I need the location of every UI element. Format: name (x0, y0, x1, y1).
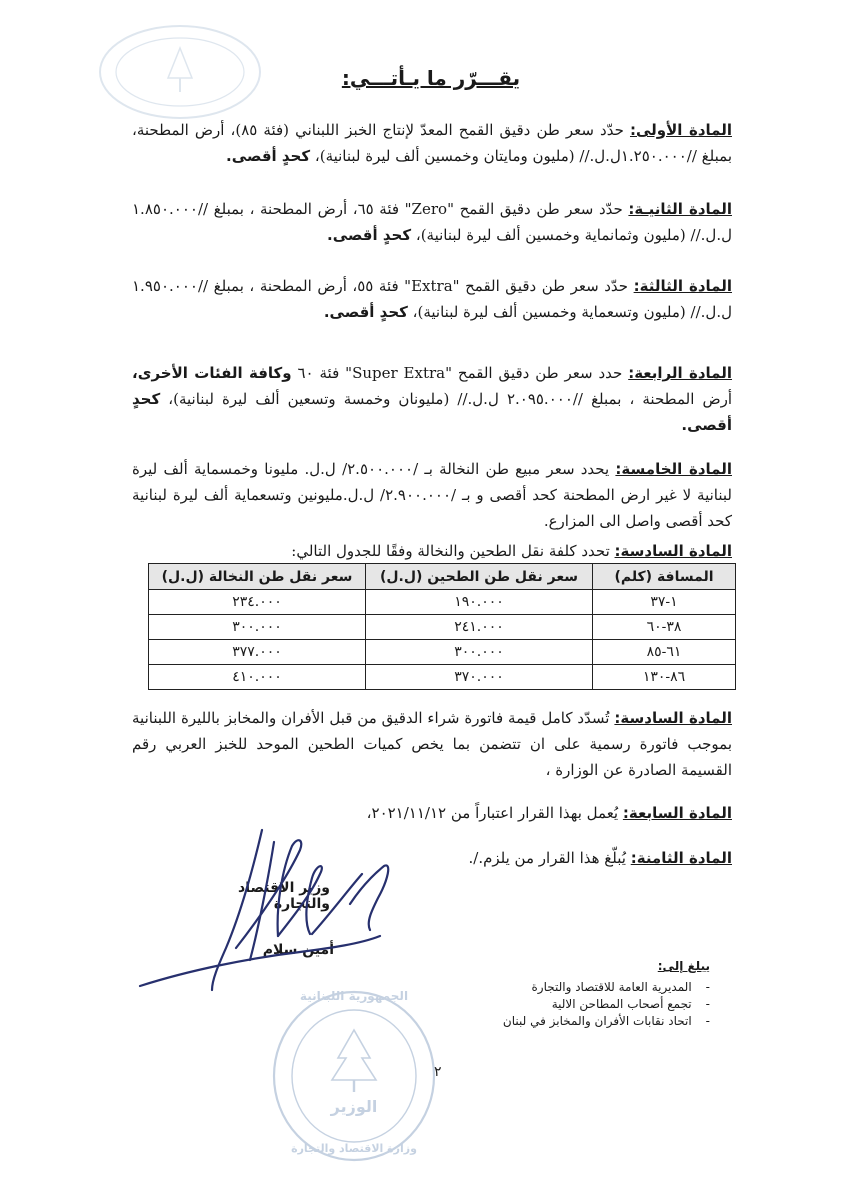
stamp-center-text: الوزير (330, 1097, 378, 1116)
bullet: - (705, 1014, 710, 1028)
article-label: المادة السادسة: (614, 542, 732, 560)
bullet: - (705, 980, 710, 994)
column-header: سعر نقل طن الطحين (ل.ل) (366, 564, 593, 590)
decision-heading: يقـــرّر ما يـأتـــي: (341, 66, 521, 90)
top-stamp (100, 26, 260, 118)
stamp-bottom-text: وزارة الاقتصاد والتجارة (291, 1142, 417, 1155)
article-text: حدد سعر طن دقيق القمح "Super Extra" فئة ٦٠ (297, 364, 623, 382)
article-text: حدّد سعر طن دقيق القمح "Zero" فئة ٦٥، أرض المطحنة ، بمبلغ //١.٨٥٠.٠٠٠ ل.ل.// (مليون وثمانماية وخمسين ألف ليرة لبنانية)، (132, 200, 732, 244)
article-text: حدّد سعر طن دقيق القمح "Extra" فئة ٥٥، أرض المطحنة ، بمبلغ //١.٩٥٠.٠٠٠ ل.ل.// (مليون وتسعماية وخمسين ألف ليرة لبنانية)، (132, 277, 732, 321)
handwritten-signature (140, 830, 388, 990)
table-cell: ٣٠٠.٠٠٠ (366, 640, 593, 665)
ministry-stamp (274, 989, 434, 1160)
article-emphasis: كحدٍ أقصى. (323, 303, 408, 321)
article-label: المادة الثامنة: (630, 849, 732, 867)
article-text: أرض المطحنة ، بمبلغ //٢.٠٩٥.٠٠٠ ل.ل.// (مليونان وخمسة وتسعين ألف ليرة لبنانية)، (168, 390, 732, 408)
article-label: المادة الثالثة: (633, 277, 732, 295)
page-number: ٢ (434, 1064, 442, 1080)
article-text: تحدد كلفة نقل الطحين والنخالة وفقًا للجدول التالي: (291, 542, 610, 560)
list-item-text: المديرية العامة للاقتصاد والتجارة (531, 980, 692, 994)
article-text: يحدد سعر مبيع طن النخالة بـ /٢.٥٠٠.٠٠٠/ ل.ل. مليونا وخمسماية ألف ليرة لبنانية لا غير ارض المطحنة كحد أقصى و بـ /٢.٩٠٠.٠٠٠/ ل.ل.مليونين وتسعماية ألف ليرة لبنانية كحد أقصى واصل الى المزارع. (132, 460, 732, 530)
column-header: المسافة (كلم) (593, 564, 736, 590)
table-cell: ٨٦-١٣٠ (593, 665, 736, 690)
column-header: سعر نقل طن النخالة (ل.ل) (149, 564, 366, 590)
article-label: المادة الثانيـة: (628, 200, 732, 218)
table-cell: ٦١-٨٥ (593, 640, 736, 665)
article-emphasis: وكافة الفئات الأخرى، (132, 364, 292, 382)
stamp-top-text: الجمهورية اللبنانية (299, 989, 409, 1003)
signatory-title: وزير الاقتصاد والتجارة (238, 880, 330, 912)
table-cell: ٣٠٠.٠٠٠ (149, 615, 366, 640)
table-cell: ٣٧٠.٠٠٠ (366, 665, 593, 690)
list-item-text: اتحاد نقابات الأفران والمخابز في لبنان (502, 1014, 692, 1028)
table-cell: ٣٨-٦٠ (593, 615, 736, 640)
article-label: المادة السادسة: (614, 709, 732, 727)
article-text: يُبلّغ هذا القرار من يلزم./. (468, 849, 626, 867)
article-label: المادة السابعة: (622, 804, 732, 822)
signatory-name: أمين سلام (262, 942, 334, 958)
article-emphasis: كحدٍ أقصى. (327, 226, 412, 244)
article-label: المادة الأولى: (629, 121, 732, 139)
article-text: يُعمل بهذا القرار اعتباراً من ٢٠٢١/١١/١٢، (366, 804, 619, 822)
bullet: - (705, 997, 710, 1011)
table-cell: ٣٧٧.٠٠٠ (149, 640, 366, 665)
article-text: حدّد سعر طن دقيق القمح المعدّ لإنتاج الخبز اللبناني (فئة ٨٥)، أرض المطحنة، بمبلغ //١.٢٥٠.٠٠٠ل.ل.// (مليون ومايتان وخمسين ألف ليرة لبنانية)، (132, 121, 732, 165)
notification-title: يبلغ إلى: (657, 959, 710, 973)
article-emphasis: كحدٍ أقصى. (132, 390, 732, 434)
list-item-text: تجمع أصحاب المطاحن الالية (551, 997, 692, 1011)
table-cell: ١٩٠.٠٠٠ (366, 590, 593, 615)
table-cell: ٤١٠.٠٠٠ (149, 665, 366, 690)
table-cell: ٢٣٤.٠٠٠ (149, 590, 366, 615)
table-cell: ٢٤١.٠٠٠ (366, 615, 593, 640)
article-label: المادة الخامسة: (615, 460, 732, 478)
table-cell: ١-٣٧ (593, 590, 736, 615)
article-emphasis: كحدٍ أقصى. (226, 147, 311, 165)
article-label: المادة الرابعة: (628, 364, 733, 382)
article-text: تُسدّد كامل قيمة فاتورة شراء الدقيق من قبل الأفران والمخابز بالليرة اللبنانية بموجب فاتورة رسمية على ان تتضمن بما يخص كميات الطحين الموحد للخبز العربي رقم القسيمة الصادرة عن الوزارة ، (132, 709, 732, 779)
